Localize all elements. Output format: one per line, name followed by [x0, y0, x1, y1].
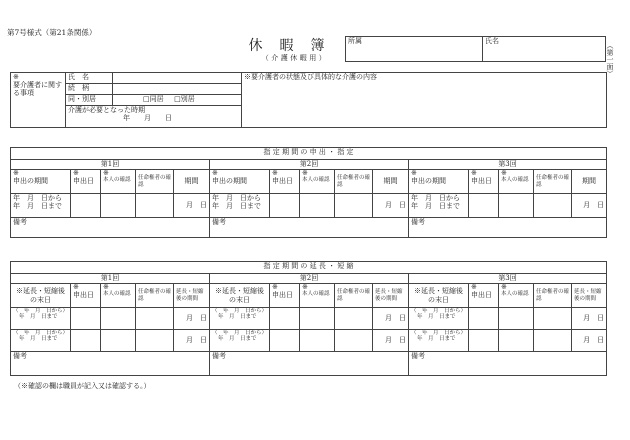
request-table — [10, 147, 607, 238]
extend-date-cell[interactable] — [71, 330, 101, 352]
dept-field[interactable] — [346, 37, 483, 62]
extend-auth-cell[interactable] — [534, 308, 572, 330]
col-end-header: ※延長・短縮後の末日 — [11, 284, 71, 308]
request-auth-cell[interactable] — [136, 194, 174, 218]
extend-period-cell[interactable]: （ 年 月 日から） 年 月 日まで — [210, 308, 270, 330]
col-self-header: ※ 本人の確認 — [300, 284, 335, 308]
request-span-cell[interactable]: 月 日 — [373, 194, 409, 218]
extend-auth-cell[interactable] — [136, 330, 174, 352]
care-period-field[interactable] — [66, 106, 242, 128]
extend-date-cell[interactable] — [71, 308, 101, 330]
extend-remarks[interactable]: 備考 — [210, 352, 409, 376]
extend-self-cell[interactable] — [300, 308, 335, 330]
extend-remarks[interactable]: 備考 — [11, 352, 210, 376]
care-period-date: 年 月 日 — [123, 114, 172, 123]
extend-auth-cell[interactable] — [335, 330, 373, 352]
col-span-header: 期間 — [572, 170, 607, 194]
footer-note: （※確認の欄は職員が記入又は確認する。） — [14, 382, 151, 390]
page-mark: （第一面） — [606, 42, 614, 77]
col-self-header: ※ 本人の確認 — [101, 284, 136, 308]
col-self-header: ※ 本人の確認 — [499, 284, 534, 308]
care-name-label: 氏 名 — [66, 73, 113, 84]
document-subtitle: （介護休暇用） — [261, 54, 329, 62]
request-remarks[interactable]: 備考 — [11, 218, 210, 238]
dept-label: 所属 — [348, 37, 362, 45]
extend-round-2: 第2回 — [210, 274, 409, 284]
col-span-header: 延長・短縮後の期間 — [174, 284, 210, 308]
care-section-label: ※ 要介護者に関する事項 — [11, 73, 66, 128]
extend-span-cell[interactable]: 月 日 — [174, 308, 210, 330]
request-auth-cell[interactable] — [534, 194, 572, 218]
extend-title: 指 定 期 間 の 延 長 ・ 短 縮 — [11, 262, 607, 274]
request-span-cell[interactable]: 月 日 — [572, 194, 607, 218]
extend-auth-cell[interactable] — [534, 330, 572, 352]
col-span-header: 延長・短縮後の期間 — [572, 284, 607, 308]
document-title: 休暇簿 — [248, 38, 342, 54]
extend-self-cell[interactable] — [300, 330, 335, 352]
col-auth-header: 任命権者の確認 — [534, 170, 572, 194]
extend-period-cell[interactable]: （ 年 月 日から） 年 月 日まで — [409, 308, 469, 330]
request-self-cell[interactable] — [300, 194, 335, 218]
extend-period-cell[interactable]: （ 年 月 日から） 年 月 日まで — [11, 308, 71, 330]
care-cohabit-field[interactable] — [113, 95, 242, 106]
col-auth-header: 任命権者の確認 — [335, 284, 373, 308]
col-self-header: ※ 本人の確認 — [101, 170, 136, 194]
extend-auth-cell[interactable] — [136, 308, 174, 330]
request-remarks[interactable]: 備考 — [210, 218, 409, 238]
request-period-cell[interactable]: 年 月 日から 年 月 日まで — [11, 194, 71, 218]
extend-auth-cell[interactable] — [335, 308, 373, 330]
cohabit-same-checkbox[interactable]: □同居 — [143, 95, 164, 103]
extend-round-3: 第3回 — [409, 274, 607, 284]
cohabit-separate-checkbox[interactable]: □別居 — [174, 95, 195, 103]
care-relation-label: 続 柄 — [66, 84, 113, 95]
extend-date-cell[interactable] — [270, 330, 300, 352]
extend-span-cell[interactable]: 月 日 — [572, 308, 607, 330]
request-date-cell[interactable] — [71, 194, 101, 218]
request-title: 指 定 期 間 の 申 出 ・ 指 定 — [11, 148, 607, 160]
col-self-header: ※ 本人の確認 — [300, 170, 335, 194]
col-auth-header: 任命権者の確認 — [335, 170, 373, 194]
care-period-label: 介護が必要となった時期 — [68, 106, 145, 114]
extend-self-cell[interactable] — [499, 308, 534, 330]
extend-remarks[interactable]: 備考 — [409, 352, 607, 376]
extend-period-cell[interactable]: （ 年 月 日から） 年 月 日まで — [409, 330, 469, 352]
care-recipient-table — [10, 72, 607, 128]
request-span-cell[interactable]: 月 日 — [174, 194, 210, 218]
name-field[interactable] — [483, 37, 606, 62]
extend-span-cell[interactable]: 月 日 — [373, 330, 409, 352]
care-condition-field[interactable] — [242, 73, 607, 128]
care-relation-field[interactable] — [113, 84, 242, 95]
request-auth-cell[interactable] — [335, 194, 373, 218]
care-name-field[interactable] — [113, 73, 242, 84]
extend-self-cell[interactable] — [499, 330, 534, 352]
col-auth-header: 任命権者の確認 — [136, 170, 174, 194]
extend-date-cell[interactable] — [270, 308, 300, 330]
col-date-header: ※ 申出日 — [469, 284, 499, 308]
col-date-header: ※ 申出日 — [270, 170, 300, 194]
care-cohabit-label: 同・別居 — [66, 95, 113, 106]
request-date-cell[interactable] — [469, 194, 499, 218]
col-self-header: ※ 本人の確認 — [499, 170, 534, 194]
extend-period-cell[interactable]: （ 年 月 日から） 年 月 日まで — [210, 330, 270, 352]
request-round-3: 第3回 — [409, 160, 607, 170]
request-self-cell[interactable] — [101, 194, 136, 218]
col-date-header: ※ 申出日 — [71, 284, 101, 308]
request-self-cell[interactable] — [499, 194, 534, 218]
col-period-header: ※ 申出の期間 — [409, 170, 469, 194]
request-period-cell[interactable]: 年 月 日から 年 月 日まで — [409, 194, 469, 218]
extend-span-cell[interactable]: 月 日 — [174, 330, 210, 352]
request-remarks[interactable]: 備考 — [409, 218, 607, 238]
col-date-header: ※ 申出日 — [270, 284, 300, 308]
form-number-label: 第7号様式（第21条関係） — [7, 28, 97, 37]
col-span-header: 期間 — [174, 170, 210, 194]
care-condition-label: ※要介護者の状態及び具体的な介護の内容 — [244, 73, 377, 81]
extend-table — [10, 261, 607, 376]
request-round-1: 第1回 — [11, 160, 210, 170]
extend-date-cell[interactable] — [469, 308, 499, 330]
extend-date-cell[interactable] — [469, 330, 499, 352]
extend-span-cell[interactable]: 月 日 — [572, 330, 607, 352]
col-date-header: ※ 申出日 — [71, 170, 101, 194]
col-period-header: ※ 申出の期間 — [11, 170, 71, 194]
extend-span-cell[interactable]: 月 日 — [373, 308, 409, 330]
col-span-header: 期間 — [373, 170, 409, 194]
name-label: 氏名 — [485, 37, 499, 45]
col-auth-header: 任命権者の確認 — [534, 284, 572, 308]
col-end-header: ※延長・短縮後の末日 — [210, 284, 270, 308]
header-table — [345, 36, 606, 62]
request-round-2: 第2回 — [210, 160, 409, 170]
extend-period-cell[interactable]: （ 年 月 日から） 年 月 日まで — [11, 330, 71, 352]
extend-round-1: 第1回 — [11, 274, 210, 284]
extend-self-cell[interactable] — [101, 330, 136, 352]
extend-self-cell[interactable] — [101, 308, 136, 330]
col-span-header: 延長・短縮後の期間 — [373, 284, 409, 308]
col-date-header: ※ 申出日 — [469, 170, 499, 194]
request-period-cell[interactable]: 年 月 日から 年 月 日まで — [210, 194, 270, 218]
request-date-cell[interactable] — [270, 194, 300, 218]
col-auth-header: 任命権者の確認 — [136, 284, 174, 308]
col-end-header: ※延長・短縮後の末日 — [409, 284, 469, 308]
col-period-header: ※ 申出の期間 — [210, 170, 270, 194]
